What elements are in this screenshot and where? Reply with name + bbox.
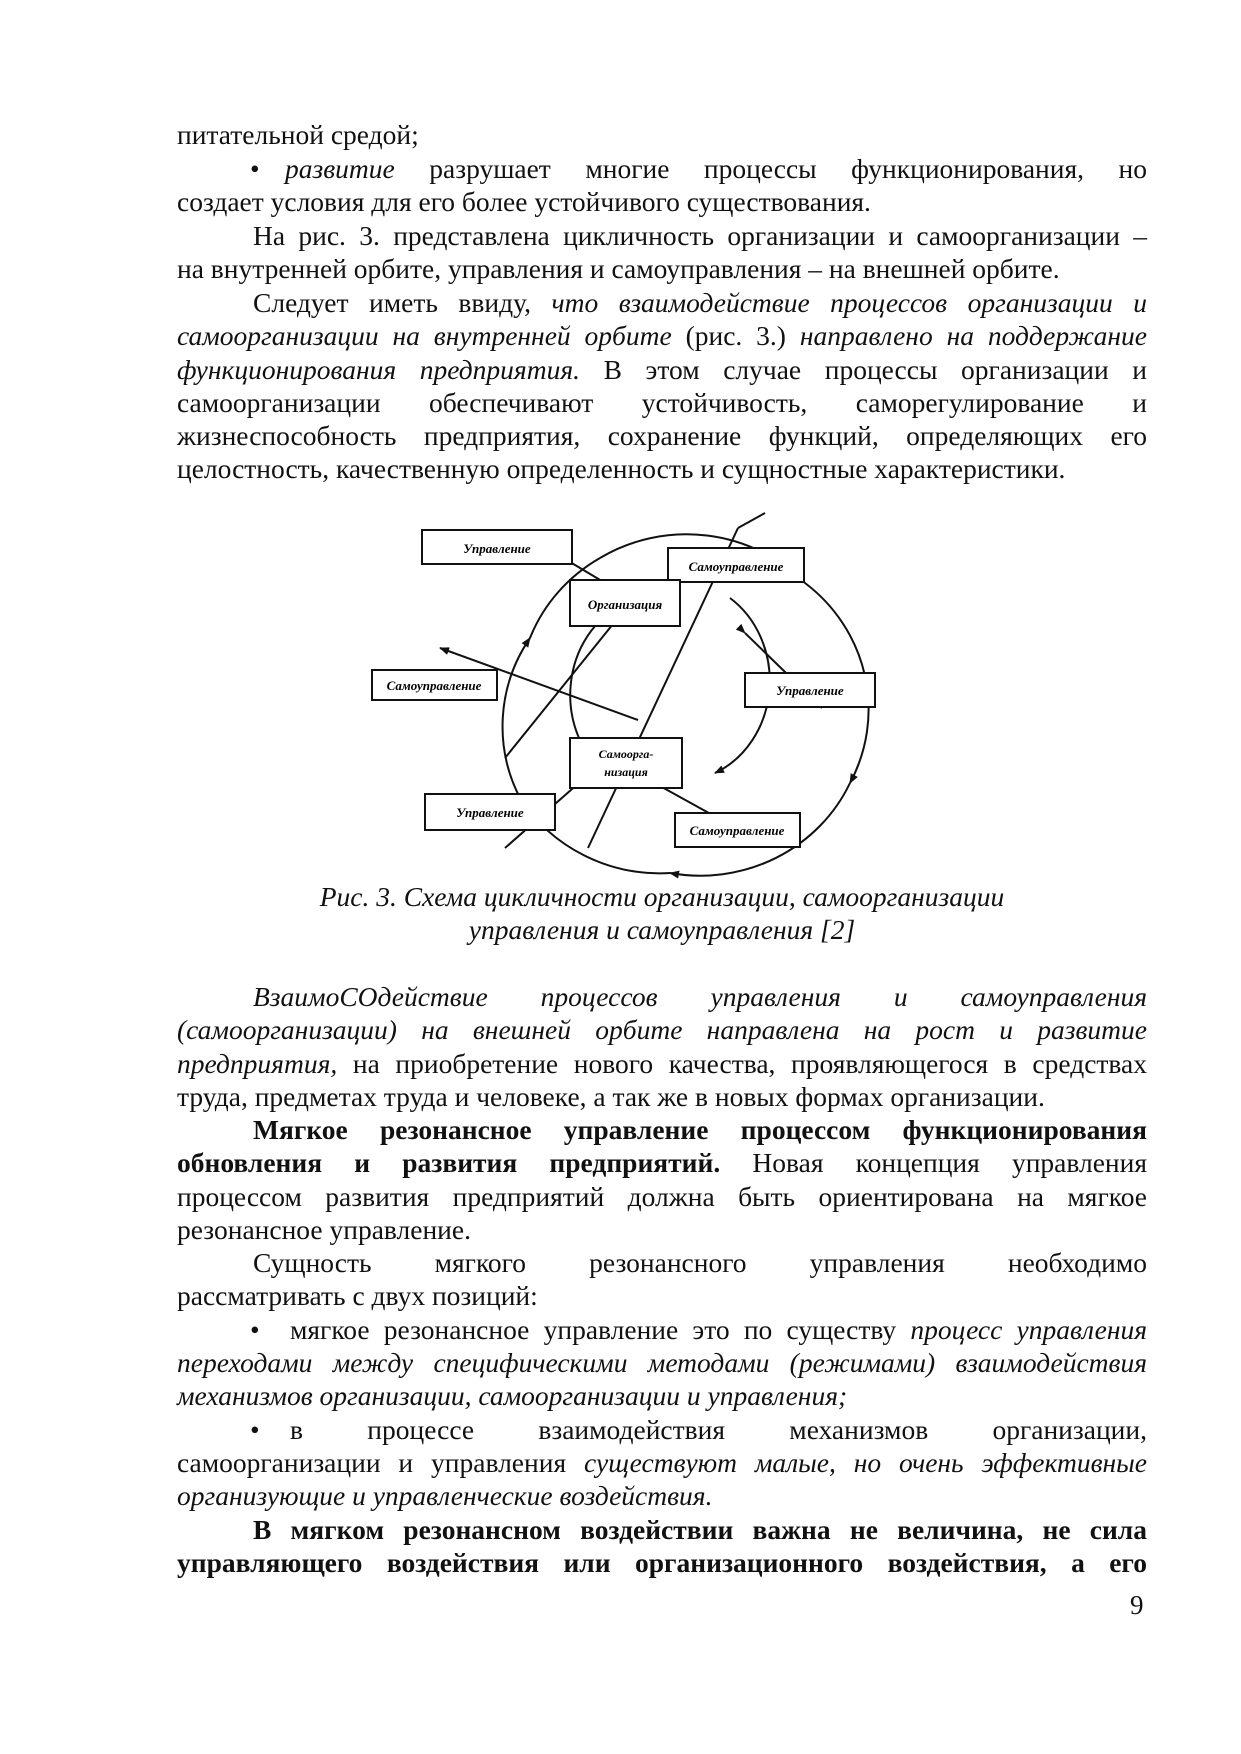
paragraph-soft-resonance-heading: Мягкое резонансное управление процессом функционирования обновления и развития предприятий. Новая концепция управления процессом развития предприятий должна быть ориентирована на мягкое резонансное управление. (177, 1114, 1147, 1245)
svg-text:Организация: Организация (587, 597, 663, 612)
bullet-item-small-influences-cont: самоорганизации и управления существуют малые, но очень эффективные организующие и управленческие воздействия. (177, 1447, 1147, 1512)
cyclicity-diagram (386, 528, 980, 880)
page-number: 9 (1130, 1590, 1144, 1620)
box-samoupravlenie-top (668, 548, 804, 582)
bullet-item-development: развитие разрушает многие процессы функционирования, но (285, 153, 1147, 184)
svg-text:Самоуправление: Самоуправление (689, 823, 785, 838)
svg-text:Управление: Управление (456, 805, 524, 820)
paragraph-resonance-bold: В мягком резонансном воздействии важна не величина, не сила управляющего воздействия или организационного воздействия, а его (177, 1514, 1147, 1579)
svg-text:Управление: Управление (776, 683, 844, 698)
paragraph-inner-orbit: Следует иметь ввиду, что взаимодействие процессов организации и самоорганизации на внутренней орбите (рис. 3.) направлено на поддержание функционирования предприятия. В этом случае процессы организации и самоорганизации обеспечивают устойчивость, саморегулирование и жизнеспособность предприятия, сохранение функций, определяющих его целостность, качественную определенность и сущностные характеристики. (177, 287, 1148, 485)
paragraph-continuation: питательной средой; (177, 119, 419, 150)
svg-text:низация: низация (604, 765, 648, 779)
box-organizaciya (570, 580, 680, 626)
box-samoorganizaciya (570, 738, 682, 788)
bullet-marker: • (250, 1414, 260, 1445)
bullet-item-development-cont: создает условия для его более устойчивого существования. (177, 186, 871, 217)
bullet-marker: • (250, 1314, 260, 1345)
svg-text:Самоуправление: Самоуправление (386, 678, 482, 693)
bullet-marker: • (250, 153, 260, 184)
bullet-item-transitions: мягкое резонансное управление это по существу процесс управления (290, 1314, 1148, 1345)
svg-text:Самоорга-: Самоорга- (598, 747, 654, 761)
box-upravlenie-right (745, 673, 875, 707)
paragraph-fig-intro: На рис. 3. представлена цикличность организации и самоорганизации – на внутренней орбите, управления и самоуправления – на внешней орбите. (177, 220, 1147, 285)
figure-caption: Рис. 3. Схема цикличности организации, самоорганизации управления и самоуправления [2] (319, 881, 1005, 945)
svg-text:Самоуправление: Самоуправление (688, 559, 784, 574)
box-samoupravlenie-bottom (675, 813, 800, 847)
paragraph-essence: Сущность мягкого резонансного управления необходимо рассматривать с двух позиций: (177, 1247, 1147, 1312)
bullet-item-small-influences: в процессе взаимодействия механизмов организации, (290, 1414, 1147, 1445)
box-upravlenie-top (422, 530, 572, 564)
svg-text:Управление: Управление (463, 541, 531, 556)
bullet-item-transitions-cont: переходами между специфическими методами (режимами) взаимодействия механизмов организации, самоорганизации и управления; (177, 1347, 1147, 1412)
box-samoupravlenie-left (372, 670, 497, 700)
paragraph-outer-orbit: ВзаимоСОдействие процессов управления и самоуправления (самоорганизации) на внешней орбите направлена на рост и развитие предприятия, на приобретение нового качества, проявляющегося в средствах труда, предметах труда и человеке, а так же в новых формах организации. (177, 981, 1147, 1112)
box-upravlenie-bottom (425, 794, 555, 830)
